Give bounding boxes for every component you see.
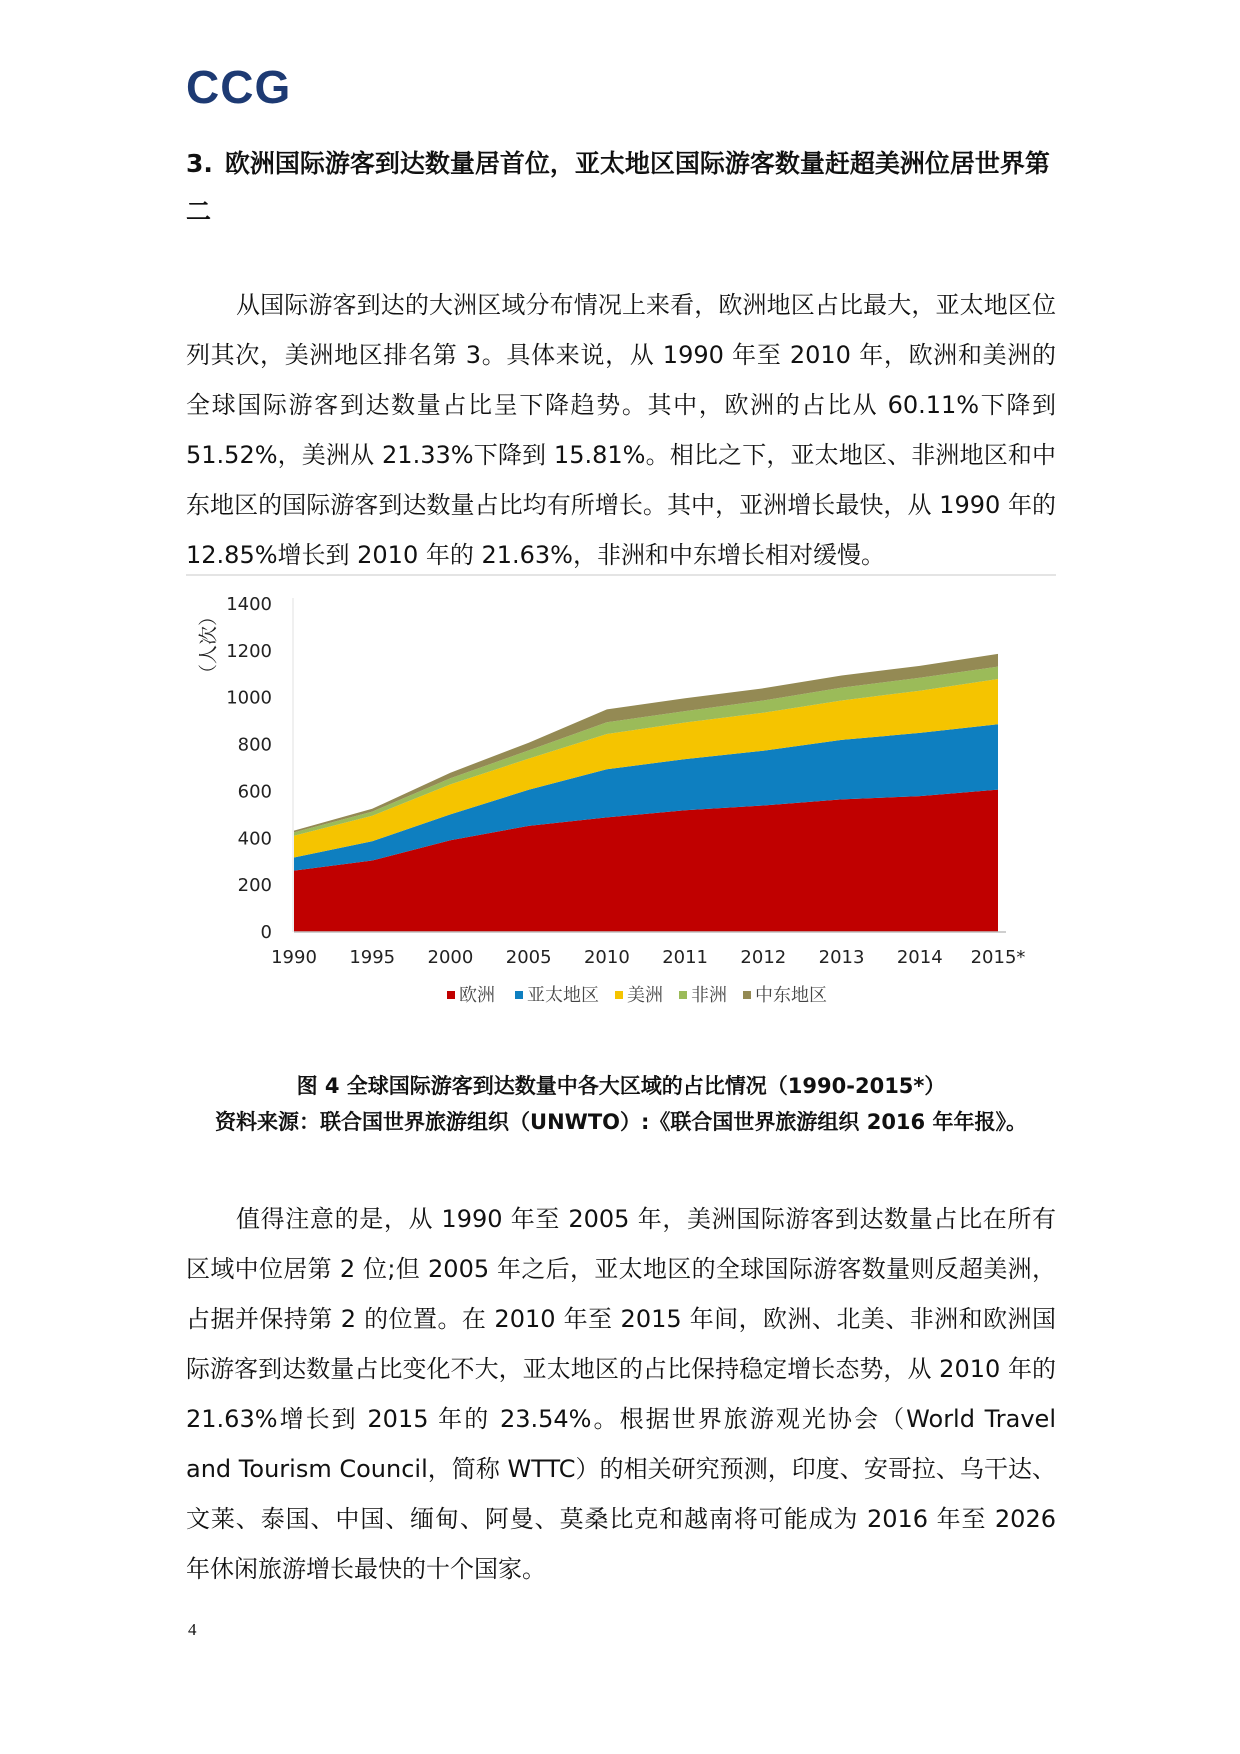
figure-caption: 图 4 全球国际游客到达数量中各大区域的占比情况（1990-2015*） xyxy=(296,1074,946,1098)
figure-source: 资料来源：联合国世界旅游组织（UNWTO）:《联合国世界旅游组织 2016 年年报》。 xyxy=(215,1110,1027,1134)
legend-swatch xyxy=(515,991,523,999)
section-heading xyxy=(186,140,1056,236)
y-tick-label: 1400 xyxy=(226,594,272,615)
section-number: 3. xyxy=(186,149,213,178)
y-tick-label: 400 xyxy=(237,828,272,850)
section-title: 欧洲国际游客到达数量居首位，亚太地区国际游客数量赶超美洲位居世界第二 xyxy=(186,149,1050,226)
chart-frame xyxy=(186,574,1056,1036)
legend-swatch xyxy=(679,991,687,999)
x-tick-label: 2014 xyxy=(896,947,943,968)
y-tick-label: 0 xyxy=(260,922,272,943)
legend-label: 美洲 xyxy=(627,985,663,1006)
paragraph-1: 从国际游客到达的大洲区域分布情况上来看，欧洲地区占比最大，亚太地区位列其次，美洲地区排名第 3。具体来说，从 1990 年至 2010 年，欧洲和美洲的全球国际游客到达数量占比呈下降趋势。其中，欧洲的占比从 60.11%下降到 51.52%，美洲从 21.33%下降到 15.81%。相比之下，亚太地区、非洲地区和中东地区的国际游客到达数量占比均有所增长。其中，亚洲增长最快，从 1990 年的 12.85%增长到 2010 年的 21.63%，非洲和中东增长相对缓慢。 xyxy=(186,291,1056,569)
legend-label: 欧洲 xyxy=(459,985,495,1006)
legend-label: 亚太地区 xyxy=(527,985,599,1006)
y-tick-label: 600 xyxy=(237,781,272,803)
x-tick-label: 2005 xyxy=(505,947,552,968)
ccg-logo: CCG xyxy=(186,61,292,113)
x-tick-label: 2011 xyxy=(662,947,709,968)
y-axis-label: （人次） xyxy=(197,606,220,684)
stacked-area-chart xyxy=(186,576,1056,1036)
legend-label: 非洲 xyxy=(691,985,727,1006)
legend-swatch xyxy=(615,991,623,999)
page-number: 4 xyxy=(188,1620,197,1639)
y-tick-label: 800 xyxy=(237,734,272,756)
x-tick-label: 1990 xyxy=(271,947,317,968)
x-tick-label: 2000 xyxy=(427,947,474,968)
y-tick-label: 1000 xyxy=(226,687,272,709)
legend-label: 中东地区 xyxy=(755,985,827,1006)
x-tick-label: 2010 xyxy=(583,947,630,968)
x-tick-label: 1995 xyxy=(349,947,396,968)
y-tick-label: 200 xyxy=(237,875,272,897)
legend-swatch xyxy=(743,991,751,999)
x-tick-label: 2013 xyxy=(818,947,865,968)
x-tick-label: 2015* xyxy=(970,947,1026,968)
paragraph-2: 值得注意的是，从 1990 年至 2005 年，美洲国际游客到达数量占比在所有区域中位居第 2 位;但 2005 年之后，亚太地区的全球国际游客数量则反超美洲，占据并保持第 2 的位置。在 2010 年至 2015 年间，欧洲、北美、非洲和欧洲国际游客到达数量占比变化不大，亚太地区的占比保持稳定增长态势，从 2010 年的 21.63%增长到 2015 年的 23.54%。根据世界旅游观光协会（World Travel and Tourism Council，简称 WTTC）的相关研究预测，印度、安哥拉、乌干达、文莱、泰国、中国、缅甸、阿曼、莫桑比克和越南将可能成为 2016 年至 2026 年休闲旅游增长最快的十个国家。 xyxy=(186,1205,1056,1583)
y-tick-label: 1200 xyxy=(226,640,272,662)
x-tick-label: 2012 xyxy=(740,947,787,968)
legend-swatch xyxy=(447,991,455,999)
